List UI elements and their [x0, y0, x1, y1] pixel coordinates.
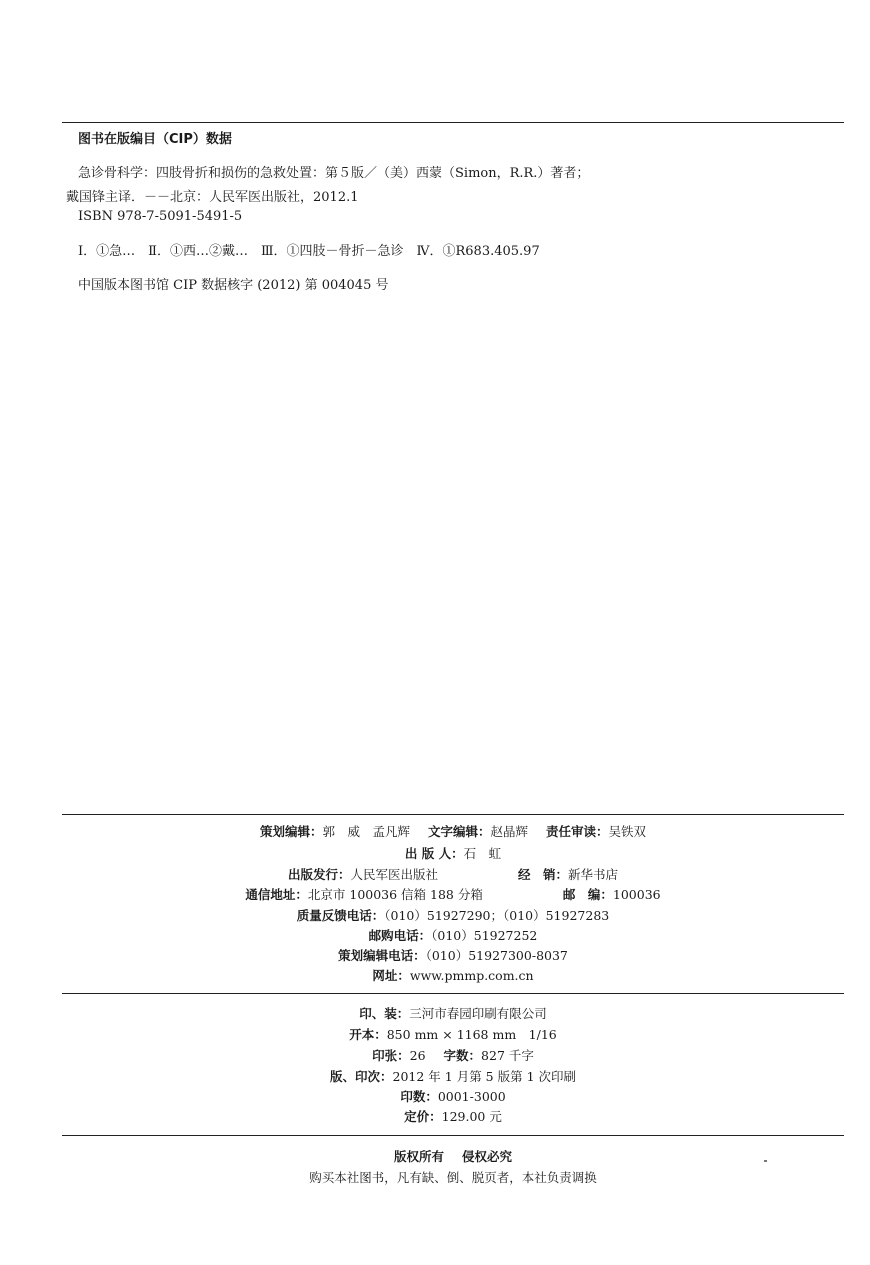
staff-divider: [62, 814, 844, 815]
format-line: [62, 1026, 844, 1043]
editor-phone-label: 策划编辑电话：: [338, 948, 426, 963]
editorial-staff-line: [62, 823, 844, 840]
print-speck: [764, 1160, 767, 1162]
print-run-value: 0001-3000: [437, 1089, 506, 1104]
address-label: 通信地址：: [245, 887, 308, 902]
word-count-value: 827 千字: [481, 1048, 534, 1063]
mail-order-phone-line: [62, 927, 844, 944]
printer-label: 印、装：: [359, 1006, 410, 1021]
mail-order-phone-label: 邮购电话：: [368, 928, 432, 943]
edition-value: 2012 年 1 月第 5 版第 1 次印刷: [392, 1069, 576, 1084]
distributor-label: 经 销：: [518, 867, 569, 882]
rights-divider: [62, 1135, 844, 1136]
proofreader-label: 责任审读：: [546, 824, 609, 839]
price-value: 129.00 元: [441, 1109, 502, 1124]
quality-phone-value: （010）51927290；（010）51927283: [384, 908, 610, 923]
edition-line: [62, 1068, 844, 1085]
quality-phone-label: 质量反馈电话：: [296, 908, 385, 923]
quality-phone-line: [62, 907, 844, 924]
cip-isbn: ISBN 978-7-5091-5491-5: [78, 209, 243, 224]
issuer-label: 出版发行：: [287, 867, 351, 882]
cip-approval-number: 中国版本图书馆 CIP 数据核字 (2012) 第 004045 号: [78, 278, 389, 293]
copyright-right: 侵权必究: [462, 1149, 513, 1164]
website-line: [62, 967, 844, 984]
sheets-line: [62, 1047, 844, 1064]
editor-phone-line: [62, 947, 844, 964]
cip-translator-line: 戴国锋主译．－－北京：人民军医出版社，2012.1: [66, 190, 359, 205]
top-divider: [62, 122, 844, 123]
replacement-notice: 购买本社图书，凡有缺、倒、脱页者，本社负责调换: [309, 1170, 597, 1185]
edition-label: 版、印次：: [330, 1069, 393, 1084]
distributor-value: 新华书店: [568, 867, 619, 882]
postcode-value: 100036: [612, 887, 661, 902]
format-label: 开本：: [349, 1027, 387, 1042]
website-value: www.pmmp.com.cn: [409, 968, 534, 983]
mail-order-phone-value: （010）51927252: [431, 928, 538, 943]
address-value: 北京市 100036 信箱 188 分箱: [307, 887, 483, 902]
cip-title-line: 急诊骨科学：四肢骨折和损伤的急救处置：第５版／（美）西蒙（Simon，R.R.）著者；: [78, 166, 590, 181]
word-count-label: 字数：: [443, 1048, 482, 1063]
price-label: 定价：: [404, 1109, 442, 1124]
planning-editor-label: 策划编辑：: [259, 824, 323, 839]
sheets-label: 印张：: [372, 1048, 410, 1063]
print-run-line: [62, 1088, 844, 1105]
cip-heading: 图书在版编目（CIP）数据: [78, 132, 232, 147]
publisher-person-label: 出 版 人：: [404, 846, 464, 861]
publisher-person-value: 石 虹: [463, 846, 502, 861]
issuer-value: 人民军医出版社: [350, 867, 438, 882]
format-value: 850 mm × 1168 mm 1/16: [386, 1027, 557, 1042]
copyright-left: 版权所有: [393, 1149, 444, 1164]
printer-value: 三河市春园印刷有限公司: [409, 1006, 547, 1021]
postcode-label: 邮 编：: [562, 887, 613, 902]
sheets-value: 26: [409, 1048, 426, 1063]
price-line: [62, 1108, 844, 1125]
printing-divider: [62, 993, 844, 994]
issuer-line: [62, 866, 844, 883]
cip-classification: Ⅰ．①急… Ⅱ．①西…②戴… Ⅲ．①四肢－骨折－急诊 Ⅳ．①R683.405.97: [78, 244, 540, 259]
proofreader-value: 吴铁双: [608, 824, 647, 839]
text-editor-value: 赵晶辉: [490, 824, 529, 839]
website-label: 网址：: [372, 968, 410, 983]
print-run-label: 印数：: [400, 1089, 438, 1104]
copyright-line: [62, 1148, 844, 1165]
text-editor-label: 文字编辑：: [427, 824, 491, 839]
editor-phone-value: （010）51927300-8037: [425, 948, 568, 963]
publisher-person-line: [62, 845, 844, 862]
address-line: [62, 886, 844, 903]
planning-editor-value: 郭 威 孟凡辉: [322, 824, 410, 839]
printer-line: [62, 1005, 844, 1022]
